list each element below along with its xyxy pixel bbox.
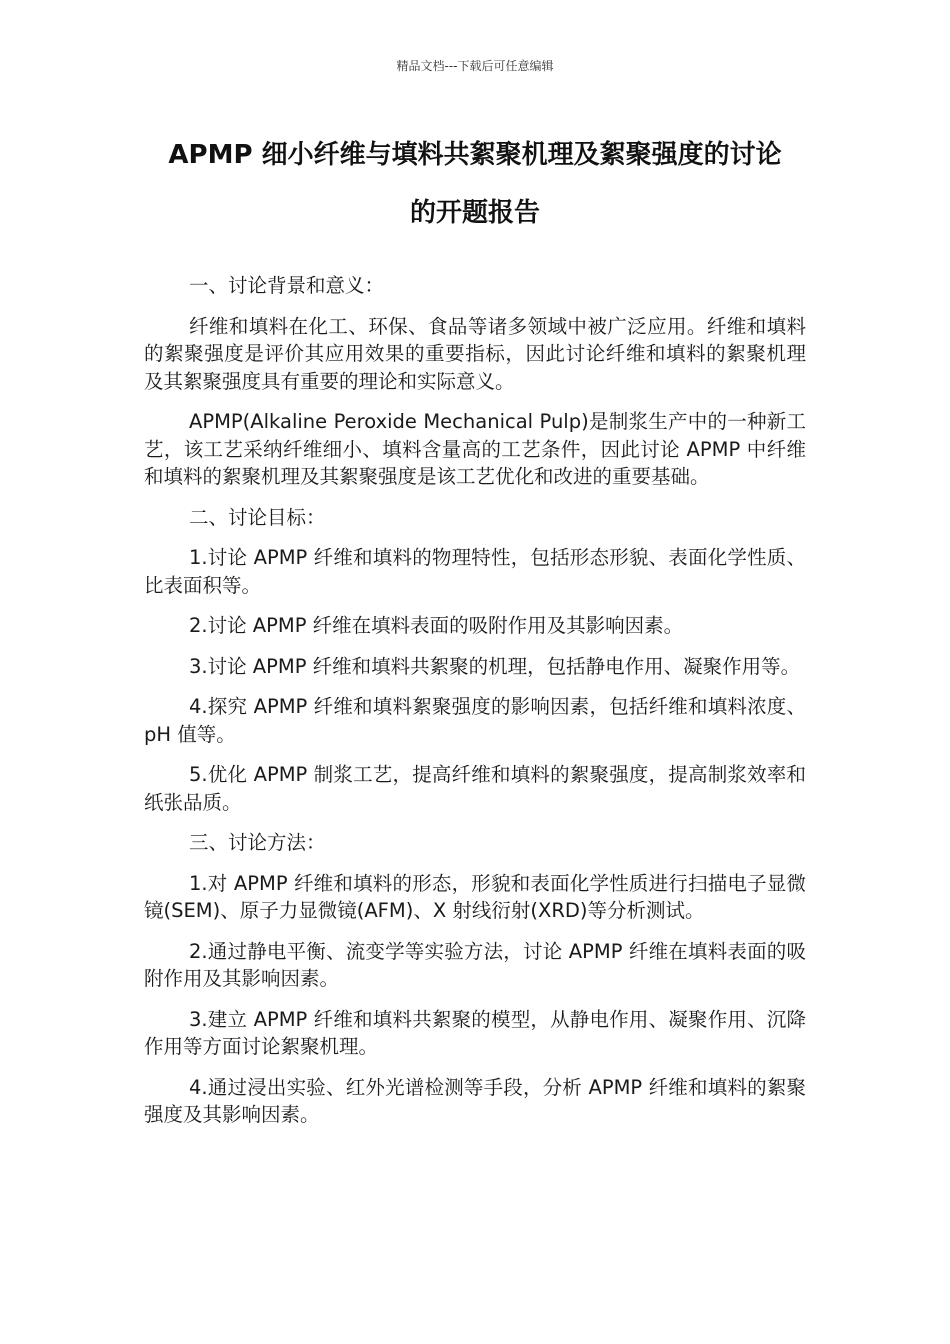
method-item-4: 4.通过浸出实验、红外光谱检测等手段，分析 APMP 纤维和填料的絮聚强度及其影响因素。 [144, 1075, 806, 1126]
paragraph-background-1: 纤维和填料在化工、环保、食品等诸多领域中被广泛应用。纤维和填料的絮聚强度是评价其应用效果的重要指标，因此讨论纤维和填料的絮聚机理及其絮聚强度具有重要的理论和实际意义。 [144, 314, 806, 393]
document-body [144, 272, 806, 1142]
goal-item-4: 4.探究 APMP 纤维和填料絮聚强度的影响因素，包括纤维和填料浓度、pH 值等。 [144, 695, 806, 746]
section-heading-background: 一、讨论背景和意义： [189, 274, 385, 297]
section-heading-methods: 三、讨论方法： [189, 831, 326, 854]
goal-item-5: 5.优化 APMP 制浆工艺，提高纤维和填料的絮聚强度，提高制浆效率和纸张品质。 [144, 763, 806, 814]
goal-item-3: 3.讨论 APMP 纤维和填料共絮聚的机理，包括静电作用、凝聚作用等。 [189, 654, 801, 678]
paragraph-background-2: APMP(Alkaline Peroxide Mechanical Pulp)是制浆生产中的一种新工艺，该工艺采纳纤维细小、填料含量高的工艺条件，因此讨论 APMP 中纤维和填料的絮聚机理及其絮聚强度是该工艺优化和改进的重要基础。 [144, 410, 806, 488]
method-item-2: 2.通过静电平衡、流变学等实验方法，讨论 APMP 纤维在填料表面的吸附作用及其影响因素。 [144, 939, 806, 990]
method-item-3: 3.建立 APMP 纤维和填料共絮聚的模型，从静电作用、凝聚作用、沉降作用等方面讨论絮聚机理。 [144, 1007, 806, 1058]
goal-item-1: 1.讨论 APMP 纤维和填料的物理特性，包括形态形貌、表面化学性质、比表面积等。 [144, 546, 806, 597]
goal-item-2: 2.讨论 APMP 纤维在填料表面的吸附作用及其影响因素。 [189, 614, 684, 637]
method-item-1: 1.对 APMP 纤维和填料的形态，形貌和表面化学性质进行扫描电子显微镜(SEM)、原子力显微镜(AFM)、X 射线衍射(XRD)等分析测试。 [144, 871, 806, 922]
document-title-line-1: APMP 细小纤维与填料共絮聚机理及絮聚强度的讨论 [168, 140, 782, 170]
header-note: 精品文档---下载后可任意编辑 [396, 59, 554, 73]
section-heading-goals: 二、讨论目标： [189, 505, 326, 529]
document-title-line-2: 的开题报告 [409, 198, 540, 228]
